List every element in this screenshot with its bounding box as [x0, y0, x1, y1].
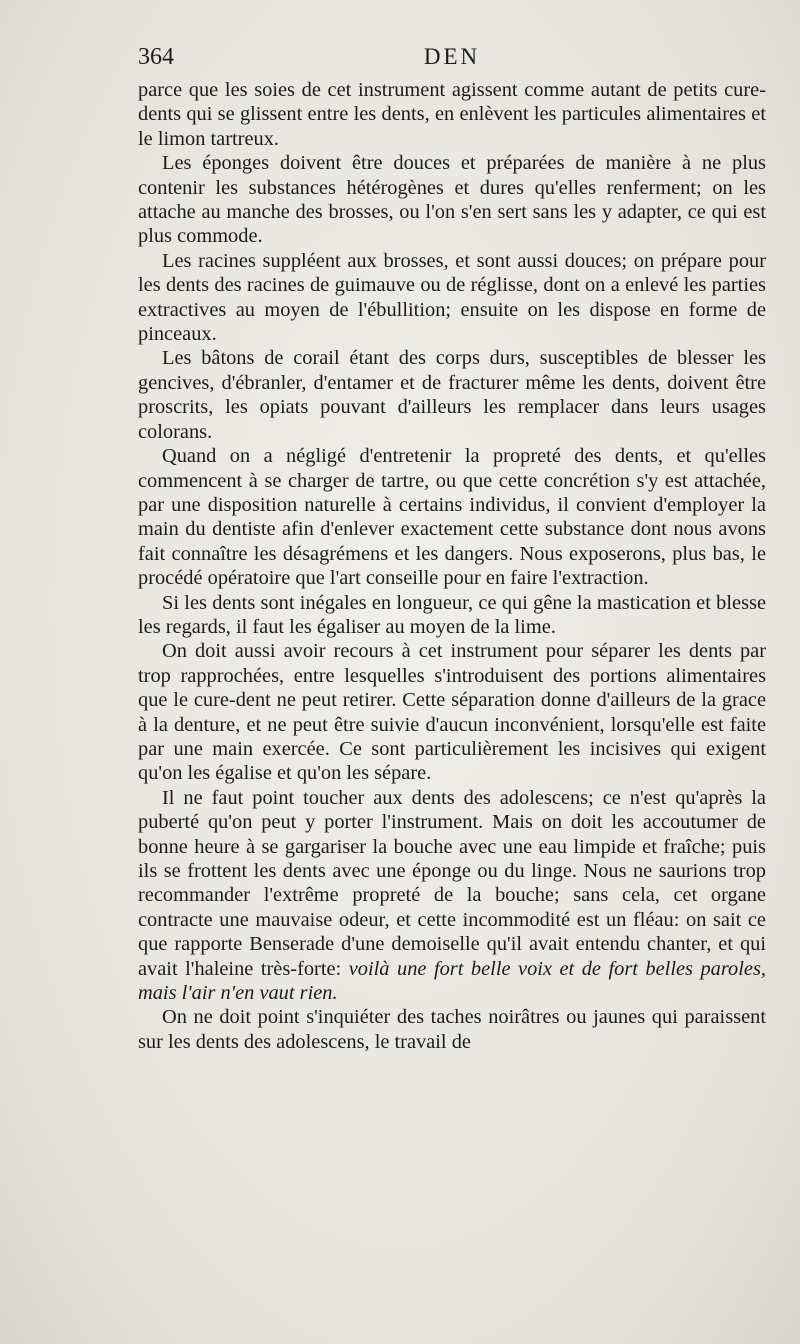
- page-number: 364: [138, 44, 174, 70]
- paragraph-6: Si les dents sont inégales en longueur, ce qui gêne la mastication et blesse les regards, il faut les égaliser au moyen de la lime.: [138, 591, 766, 638]
- running-head: DEN: [423, 44, 481, 69]
- benserade-quote: voilà une fort belle voix et de fort belles paroles, mais l'air n'en vaut rien.: [138, 957, 766, 1005]
- paragraph-5: Quand on a négligé d'entretenir la propreté des dents, et qu'elles commencent à se charger de tartre, ou que cette concrétion s'y est attachée, par une disposition naturelle à certains individus, il convient d'employer la main du dentiste afin d'enlever exactement cette substance dont nous avons fait connaître les désagrémens et les dangers. Nous exposerons, plus bas, le procédé opératoire que l'art conseille pour en faire l'extraction.: [138, 445, 766, 590]
- body-text: [138, 78, 766, 1054]
- paragraph-8-text: Il ne faut point toucher aux dents des adolescens; ce n'est qu'après la puberté qu'on peut y porter l'instrument. Mais on doit les accoutumer de bonne heure à se gargariser la bouche avec une eau limpide et fraîche; puis ils se frottent les dents avec une éponge ou du linge. Nous ne saurions trop recommander l'extrême propreté de la bouche; sans cela, cet organe contracte une mauvaise odeur, et cette incommodité est un fléau: on sait ce que rapporte Benserade d'une demoiselle qu'il avait entendu chanter, et qui avait l'haleine très-forte:: [138, 786, 766, 980]
- paragraph-4: Les bâtons de corail étant des corps durs, susceptibles de blesser les gencives, d'ébranler, d'entamer et de fracturer même les dents, doivent être proscrits, les opiats pouvant d'ailleurs les remplacer dans leurs usages colorans.: [138, 347, 766, 443]
- paragraph-8: [138, 786, 766, 1006]
- paragraph-9: On ne doit point s'inquiéter des taches noirâtres ou jaunes qui paraissent sur les dents des adolescens, le travail de: [138, 1006, 766, 1053]
- paragraph-1: parce que les soies de cet instrument agissent comme autant de petits cure-dents qui se glissent entre les dents, en enlèvent les particules alimentaires et le limon tartreux.: [138, 79, 766, 150]
- paragraph-2: Les éponges doivent être douces et préparées de manière à ne plus contenir les substances hétérogènes et dures qu'elles renferment; on les attache au manche des brosses, ou l'on s'en sert sans les y adapter, ce qui est plus commode.: [138, 152, 766, 248]
- page-header: [138, 44, 766, 76]
- paragraph-7: On doit aussi avoir recours à cet instrument pour séparer les dents par trop rapprochées, entre lesquelles s'introduisent des portions alimentaires que le cure-dent ne peut retirer. Cette séparation donne d'ailleurs de la grace à la denture, et ne peut être suivie d'aucun inconvénient, lorsqu'elle est faite par une main exercée. Ce sont particulièrement les incisives qui exigent qu'on les égalise et qu'on les sépare.: [138, 640, 766, 785]
- paragraph-3: Les racines suppléent aux brosses, et sont aussi douces; on prépare pour les dents des racines de guimauve ou de réglisse, dont on a enlevé les parties extractives au moyen de l'ébullition; ensuite on les dispose en forme de pinceaux.: [138, 249, 766, 346]
